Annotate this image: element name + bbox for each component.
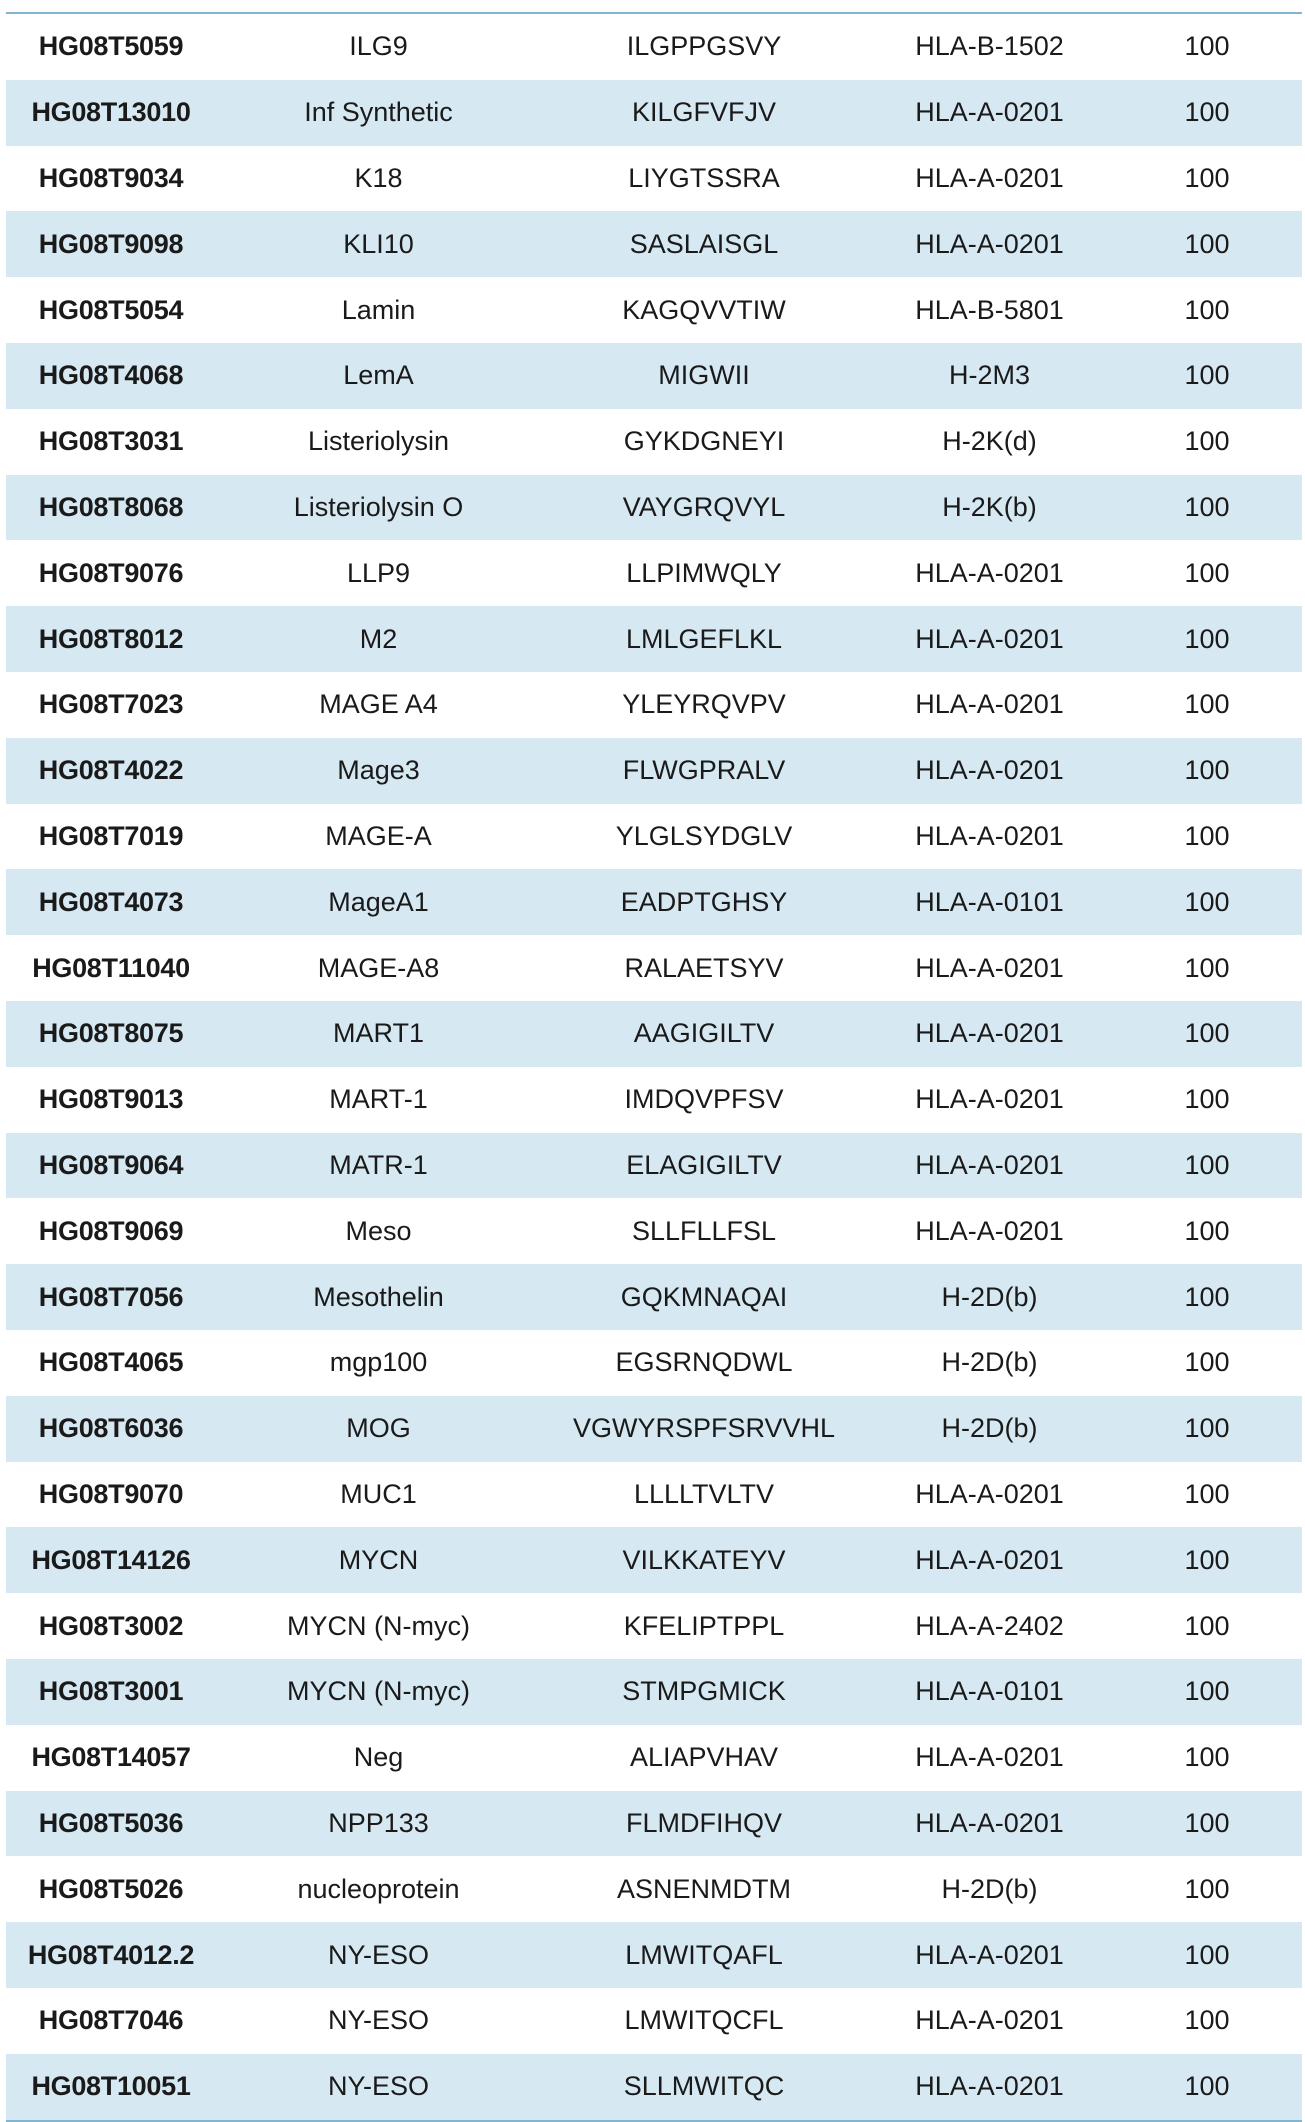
cell-id: HG08T9064	[38, 1149, 184, 1180]
cell-antigen: MAGE-A8	[317, 952, 440, 983]
cell-antigen: Mage3	[337, 755, 420, 786]
cell-value: 100	[1184, 557, 1230, 588]
cell-value: 100	[1184, 1084, 1230, 1115]
cell-id: HG08T9076	[38, 557, 184, 588]
cell-value: 100	[1184, 1873, 1230, 1904]
table-row	[6, 1922, 1302, 1988]
cell-value: 100	[1184, 97, 1230, 128]
table-row	[6, 1264, 1302, 1330]
cell-sequence: EADPTGHSY	[620, 886, 788, 917]
cell-id: HG08T9098	[38, 228, 184, 259]
cell-antigen: Listeriolysin O	[293, 491, 464, 522]
table-row	[6, 1659, 1302, 1725]
cell-value: 100	[1184, 1544, 1230, 1575]
cell-sequence: SASLAISGL	[629, 228, 779, 259]
cell-value: 100	[1184, 1281, 1230, 1312]
cell-id: HG08T13010	[31, 97, 191, 128]
cell-antigen: Listeriolysin	[307, 426, 450, 457]
cell-id: HG08T7056	[38, 1281, 184, 1312]
cell-id: HG08T3001	[38, 1676, 184, 1707]
cell-id: HG08T4012.2	[27, 1939, 195, 1970]
cell-allele: H-2D(b)	[941, 1873, 1038, 1904]
cell-id: HG08T9013	[38, 1084, 184, 1115]
cell-allele: HLA-A-0201	[915, 2071, 1064, 2102]
cell-antigen: MAGE-A	[325, 820, 432, 851]
cell-antigen: NY-ESO	[327, 2071, 430, 2102]
table-row	[6, 80, 1302, 146]
cell-id: HG08T3002	[38, 1610, 184, 1641]
cell-sequence: EGSRNQDWL	[615, 1347, 793, 1378]
cell-id: HG08T6036	[38, 1413, 184, 1444]
cell-antigen: ILG9	[349, 31, 408, 62]
cell-value: 100	[1184, 1478, 1230, 1509]
table-row	[6, 1856, 1302, 1922]
cell-id: HG08T10051	[31, 2071, 191, 2102]
cell-allele: HLA-A-0201	[915, 1084, 1064, 1115]
cell-allele: H-2K(d)	[942, 426, 1037, 457]
cell-value: 100	[1184, 2071, 1230, 2102]
table-row	[6, 1791, 1302, 1857]
cell-allele: HLA-A-0201	[915, 162, 1064, 193]
cell-sequence: LMWITQAFL	[625, 1939, 783, 1970]
cell-antigen: Inf Synthetic	[304, 97, 453, 128]
cell-sequence: KILGFVFJV	[631, 97, 777, 128]
cell-antigen: MOG	[346, 1413, 411, 1444]
cell-value: 100	[1184, 1610, 1230, 1641]
cell-id: HG08T14057	[31, 1742, 191, 1773]
cell-sequence: ALIAPVHAV	[629, 1742, 779, 1773]
cell-id: HG08T4073	[38, 886, 184, 917]
cell-id: HG08T9070	[38, 1478, 184, 1509]
cell-allele: HLA-A-0201	[915, 2005, 1064, 2036]
table-row	[6, 1396, 1302, 1462]
cell-sequence: ASNENMDTM	[617, 1873, 791, 1904]
cell-allele: HLA-A-0201	[915, 1149, 1064, 1180]
cell-allele: HLA-A-0201	[915, 557, 1064, 588]
cell-value: 100	[1184, 1742, 1230, 1773]
table-row	[6, 1330, 1302, 1396]
cell-value: 100	[1184, 360, 1230, 391]
table-row	[6, 277, 1302, 343]
cell-antigen: KLI10	[343, 228, 414, 259]
cell-antigen: NPP133	[328, 1807, 429, 1838]
cell-allele: HLA-B-1502	[915, 31, 1064, 62]
cell-id: HG08T14126	[31, 1544, 191, 1575]
cell-sequence: GQKMNAQAI	[620, 1281, 788, 1312]
cell-sequence: LLPIMWQLY	[626, 557, 782, 588]
cell-sequence: KFELIPTPPL	[623, 1610, 785, 1641]
cell-allele: HLA-A-0201	[915, 228, 1064, 259]
table-row	[6, 935, 1302, 1001]
cell-id: HG08T9034	[38, 162, 184, 193]
cell-value: 100	[1184, 1215, 1230, 1246]
cell-id: HG08T7023	[38, 689, 184, 720]
cell-id: HG08T8068	[38, 491, 184, 522]
cell-sequence: FLMDFIHQV	[625, 1807, 782, 1838]
cell-sequence: LMLGEFLKL	[625, 623, 783, 654]
cell-id: HG08T5026	[38, 1873, 184, 1904]
cell-sequence: YLGLSYDGLV	[615, 820, 793, 851]
table-row	[6, 1133, 1302, 1199]
cell-value: 100	[1184, 162, 1230, 193]
table-row	[6, 672, 1302, 738]
cell-allele: HLA-A-0201	[915, 820, 1064, 851]
cell-allele: HLA-A-0201	[915, 1807, 1064, 1838]
cell-antigen: LLP9	[346, 557, 411, 588]
cell-allele: H-2K(b)	[942, 491, 1037, 522]
cell-sequence: LMWITQCFL	[624, 2005, 784, 2036]
cell-sequence: ELAGIGILTV	[626, 1149, 782, 1180]
cell-id: HG08T8012	[38, 623, 184, 654]
cell-value: 100	[1184, 689, 1230, 720]
cell-antigen: NY-ESO	[327, 2005, 430, 2036]
table-row	[6, 475, 1302, 541]
table-row	[6, 1725, 1302, 1791]
cell-antigen: MYCN (N-myc)	[287, 1610, 470, 1641]
table-row	[6, 211, 1302, 277]
cell-value: 100	[1184, 1347, 1230, 1378]
cell-sequence: VAYGRQVYL	[622, 491, 786, 522]
cell-sequence: LLLLTVLTV	[633, 1478, 775, 1509]
table-row	[6, 14, 1302, 80]
cell-id: HG08T5059	[38, 31, 184, 62]
table-row	[6, 2054, 1302, 2120]
cell-sequence: GYKDGNEYI	[623, 426, 785, 457]
cell-id: HG08T11040	[32, 952, 190, 983]
cell-sequence: IMDQVPFSV	[624, 1084, 784, 1115]
cell-id: HG08T7046	[38, 2005, 184, 2036]
cell-antigen: NY-ESO	[327, 1939, 430, 1970]
cell-antigen: Mesothelin	[313, 1281, 444, 1312]
cell-value: 100	[1184, 1149, 1230, 1180]
cell-allele: HLA-A-0201	[915, 952, 1064, 983]
cell-value: 100	[1184, 623, 1230, 654]
cell-sequence: KAGQVVTIW	[622, 294, 786, 325]
cell-allele: H-2D(b)	[941, 1281, 1038, 1312]
cell-antigen: K18	[354, 162, 403, 193]
table-row	[6, 1593, 1302, 1659]
cell-antigen: M2	[359, 623, 398, 654]
cell-id: HG08T4065	[38, 1347, 184, 1378]
cell-sequence: SLLMWITQC	[623, 2071, 785, 2102]
cell-sequence: STMPGMICK	[622, 1676, 786, 1707]
cell-allele: HLA-A-0201	[915, 689, 1064, 720]
cell-antigen: MART-1	[329, 1084, 428, 1115]
cell-allele: HLA-A-0201	[915, 1939, 1064, 1970]
cell-allele: HLA-A-0201	[915, 755, 1064, 786]
cell-sequence: AAGIGILTV	[633, 1018, 775, 1049]
cell-antigen: MageA1	[328, 886, 429, 917]
cell-antigen: Meso	[345, 1215, 412, 1246]
cell-allele: H-2D(b)	[941, 1413, 1038, 1444]
cell-allele: HLA-A-0201	[915, 1018, 1064, 1049]
cell-allele: HLA-A-0201	[915, 1742, 1064, 1773]
cell-value: 100	[1184, 820, 1230, 851]
cell-id: HG08T7019	[38, 820, 184, 851]
cell-value: 100	[1184, 426, 1230, 457]
cell-allele: HLA-A-0201	[915, 97, 1064, 128]
table-row	[6, 540, 1302, 606]
table-row	[6, 1198, 1302, 1264]
cell-antigen: Lamin	[341, 294, 416, 325]
cell-value: 100	[1184, 886, 1230, 917]
cell-sequence: VILKKATEYV	[622, 1544, 786, 1575]
cell-antigen: MYCN (N-myc)	[287, 1676, 470, 1707]
table-row	[6, 1001, 1302, 1067]
cell-value: 100	[1184, 31, 1230, 62]
cell-sequence: MIGWII	[658, 360, 750, 391]
cell-value: 100	[1184, 2005, 1230, 2036]
cell-value: 100	[1184, 1413, 1230, 1444]
cell-allele: HLA-A-0201	[915, 1215, 1064, 1246]
cell-value: 100	[1184, 1939, 1230, 1970]
table-row	[6, 869, 1302, 935]
cell-antigen: MYCN	[338, 1544, 419, 1575]
cell-sequence: LIYGTSSRA	[628, 162, 780, 193]
cell-antigen: MAGE A4	[319, 689, 438, 720]
cell-antigen: MUC1	[340, 1478, 417, 1509]
cell-antigen: LemA	[343, 360, 414, 391]
cell-id: HG08T3031	[38, 426, 184, 457]
cell-sequence: RALAETSYV	[624, 952, 784, 983]
cell-allele: HLA-A-0101	[915, 886, 1064, 917]
cell-allele: HLA-A-0101	[915, 1676, 1064, 1707]
cell-allele: HLA-A-0201	[915, 1544, 1064, 1575]
cell-id: HG08T8075	[38, 1018, 184, 1049]
cell-id: HG08T5036	[38, 1807, 184, 1838]
cell-sequence: SLLFLLFSL	[631, 1215, 777, 1246]
cell-antigen: Neg	[353, 1742, 404, 1773]
cell-allele: HLA-A-0201	[915, 1478, 1064, 1509]
cell-id: HG08T9069	[38, 1215, 184, 1246]
cell-sequence: FLWGPRALV	[622, 755, 786, 786]
cell-antigen: nucleoprotein	[297, 1873, 460, 1904]
cell-sequence: YLEYRQVPV	[622, 689, 786, 720]
peptide-table	[6, 12, 1302, 2122]
cell-value: 100	[1184, 491, 1230, 522]
cell-sequence: VGWYRSPFSRVVHL	[572, 1413, 836, 1444]
cell-allele: HLA-A-0201	[915, 623, 1064, 654]
table-row	[6, 343, 1302, 409]
cell-antigen: MATR-1	[329, 1149, 428, 1180]
table-row	[6, 804, 1302, 870]
cell-value: 100	[1184, 952, 1230, 983]
table-row	[6, 409, 1302, 475]
table-row	[6, 1527, 1302, 1593]
table-row	[6, 738, 1302, 804]
table-row	[6, 606, 1302, 672]
cell-id: HG08T5054	[38, 294, 184, 325]
cell-value: 100	[1184, 755, 1230, 786]
cell-allele: H-2D(b)	[941, 1347, 1038, 1378]
table-row	[6, 1988, 1302, 2054]
cell-allele: HLA-B-5801	[915, 294, 1064, 325]
cell-allele: HLA-A-2402	[915, 1610, 1064, 1641]
table-row	[6, 1462, 1302, 1528]
cell-antigen: mgp100	[329, 1347, 428, 1378]
cell-value: 100	[1184, 1676, 1230, 1707]
cell-value: 100	[1184, 294, 1230, 325]
cell-value: 100	[1184, 1807, 1230, 1838]
cell-value: 100	[1184, 228, 1230, 259]
cell-id: HG08T4022	[38, 755, 184, 786]
cell-value: 100	[1184, 1018, 1230, 1049]
cell-sequence: ILGPPGSVY	[626, 31, 782, 62]
cell-antigen: MART1	[332, 1018, 425, 1049]
cell-allele: H-2M3	[948, 360, 1030, 391]
cell-id: HG08T4068	[38, 360, 184, 391]
table-row	[6, 146, 1302, 212]
table-row	[6, 1067, 1302, 1133]
